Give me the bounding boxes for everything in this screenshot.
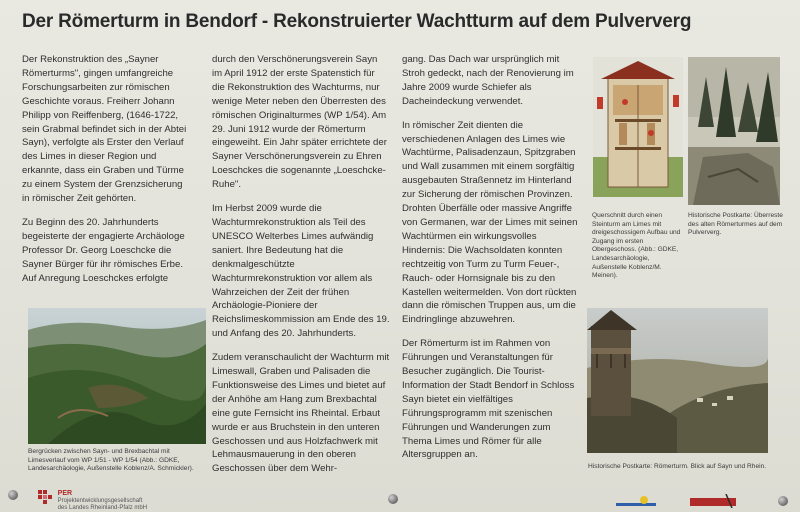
board-screw-left — [8, 490, 18, 500]
col2-paragraph-1: durch den Verschönerungsverein Sayn im April 1912 der erste Spatenstich für die Rekonstruktion des Wachturms, nur wenige Meter neben den Überresten des römischen Originalturmes (WP 1/54). Am 29. Juni 1912 wurde der Römerturm eingeweiht. Ein Jahr später errichtete der Sayner Verschönerungsverein zu Ehren Loeschckes die sogenannte „Loeschcke-Ruhe". — [212, 54, 387, 191]
per-brand: PER — [57, 490, 73, 497]
text-column-3 — [402, 53, 582, 472]
per-logo-icon — [38, 490, 52, 504]
col3-paragraph-1: gang. Das Dach war ursprünglich mit Stroh gedeckt, nach der Renovierung im Jahre 2009 wurde Schiefer als Dacheindeckung verwendet. — [402, 54, 574, 107]
tower-section-caption: Querschnitt durch einen Steinturm am Limes mit dreigeschossigem Aufbau und Zugang im ersten Obergeschoss. (Abb.: GDKE, Landesarchäologie, Außenstelle Koblenz/M. Meinen). — [592, 212, 681, 280]
postcard-ruins-photo — [688, 57, 780, 205]
col3-paragraph-2: In römischer Zeit dienten die verschiedenen Anlagen des Limes wie Wachtürme, Palisadenzaun, Spitzgraben und Wall zusammen mit einem sorgfältig ausgebauten Straßennetz im Hinterland zur Sicherung der römischen Provinzen. Drohten Überfälle oder massive Angriffe von Germanen, war der Limes mit seinen Wachtürmen ein wirkungsvolles Hindernis: Die Wachsoldaten konnten rechtzeitig von Turm zu Turm Feuer-, Rauch- oder Hornsignale bis zu den Kastellen weitermelden. Von dort rückten dann die römischen Truppen aus, um die Eindringlinge abzuwehren. — [402, 119, 578, 326]
board-title: Der Römerturm in Bendorf - Rekonstruierter Wachtturm auf dem Pulververg — [22, 11, 692, 32]
tower-cross-section-illustration — [593, 57, 683, 197]
board-screw-right — [778, 496, 788, 506]
footer-logo-sayn — [690, 494, 736, 510]
footer-logo-bendorf — [616, 494, 656, 510]
sayn-logo-icon — [690, 494, 736, 508]
bendorf-logo-icon — [616, 494, 656, 508]
col1-paragraph-1: Der Rekonstruktion des „Sayner Römerturms", gingen umfangreiche Forschungsarbeiten zur römischen Geschichte voraus. Freiherr Johann Philipp von Reiffenberg, (1646-1722, sein Grabmal befindet sich in der Abtei Sayn), verfolgte als Erster den Verlauf des Limes in dieser Region und erkannte, dass ein Graben und Türme zu einem System der Grenzsicherung in römischer Zeit gehörten. — [22, 54, 187, 205]
col3-paragraph-3: Der Römerturm ist im Rahmen von Führungen und Veranstaltungen für Besucher zugänglich. Die Tourist-Information der Stadt Bendorf in Schloss Sayn bietet ein vielfältiges Führungsprogramm mit szenischen Führungen und Wanderungen zum Thema Limes und Römer für alle Altersgruppen an. — [402, 338, 575, 461]
postcard-ruins-caption: Historische Postkarte: Überreste des alten Römerturmes auf dem Pulververg. — [688, 212, 783, 237]
postcard-view-caption: Historische Postkarte: Römerturm. Blick auf Sayn und Rhein. — [588, 463, 767, 470]
landscape-caption: Bergrücken zwischen Sayn- und Brexbachtal mit Limesverlauf vom WP 1/51 - WP 1/54 (Abb.: GDKE, Landesarchäologie, Außenstelle Koblenz/A. Schmickler). — [28, 448, 194, 473]
per-line-2: des Landes Rheinland-Pfalz mbH — [57, 505, 148, 511]
text-column-2 — [212, 53, 390, 486]
per-line-1: Projektentwicklungsgesellschaft — [57, 498, 143, 504]
col1-paragraph-2: Zu Beginn des 20. Jahrhunderts begeisterte der engagierte Archäologe Professor Dr. Georg Loeschcke die Sayner Bürger für ihr römisches Erbe. Auf Anregung Loeschckes erfolgte — [22, 216, 185, 284]
board-screw-middle — [388, 494, 398, 504]
postcard-view-photo — [587, 308, 768, 453]
landscape-photo — [28, 308, 206, 444]
footer-logo-per — [38, 490, 147, 512]
col2-paragraph-3: Zudem veranschaulicht der Wachturm mit Limeswall, Graben und Palisaden die Funktionsweise des Limes und bietet auf der Anhöhe am Hang zum Brexbachtal eine gute Fernsicht ins Rheintal. Erbaut wurde er aus Bruchstein in den unteren Geschossen und aus Holzfachwerk mit Lehmausmauerung in den oberen Geschossen über dem Wehr- — [212, 352, 390, 475]
text-column-1 — [22, 53, 192, 296]
col2-paragraph-2: Im Herbst 2009 wurde die Wachturmrekonstruktion als Teil des UNESCO Welterbes Limes aufwändig saniert. Ihre Bedeutung hat die denkmalgeschützte Wachturmrekonstruktion vor allem als Wahrzeichen der Zeit der frühen Archäologie-Pioniere der Reichslimeskommission am Ende des 19. und Anfang des 20. Jahrhunderts. — [212, 203, 390, 340]
